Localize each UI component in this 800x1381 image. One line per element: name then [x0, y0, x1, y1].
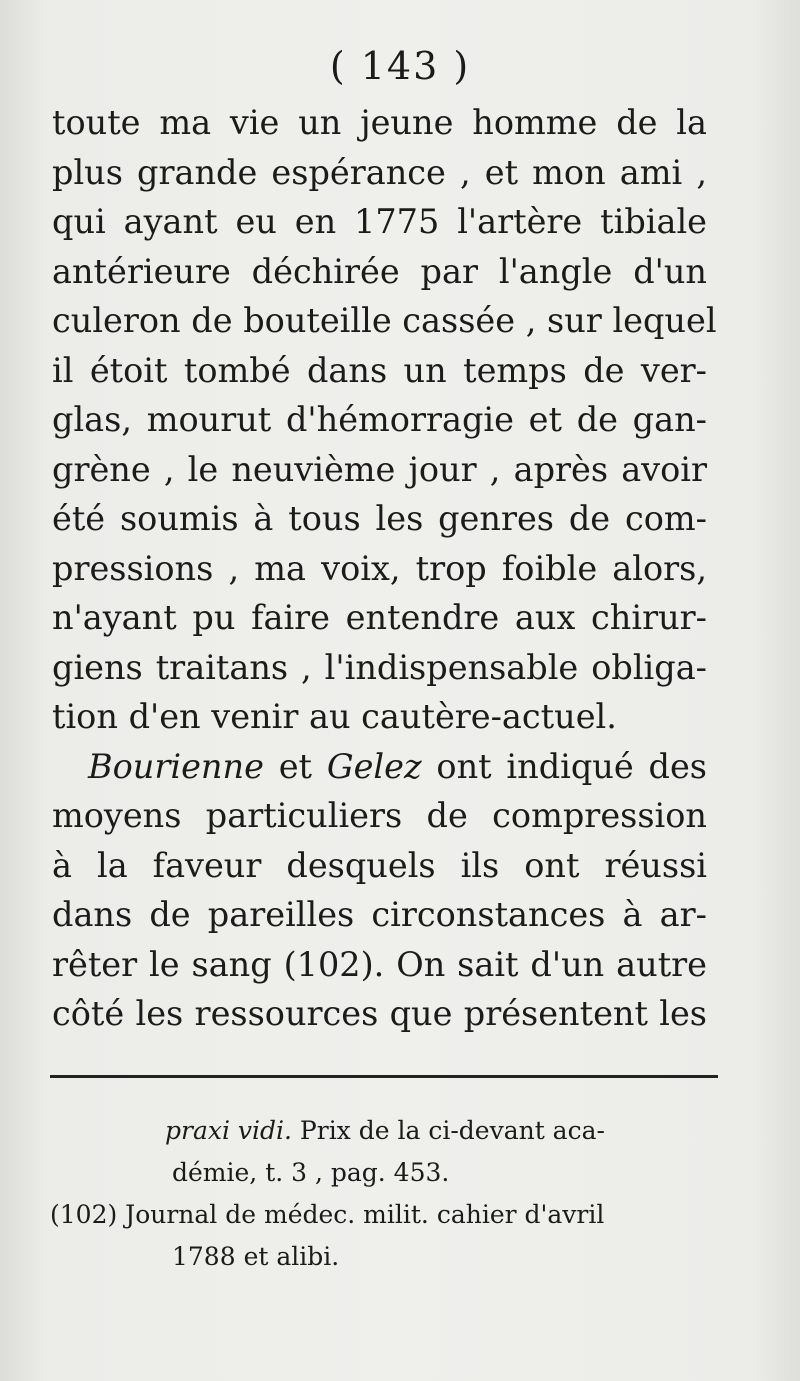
text-line: rêter le sang (102). On sait d'un autre — [52, 944, 707, 984]
text-line: côté les ressources que présentent les — [52, 994, 707, 1033]
footnote-continued — [50, 1110, 720, 1152]
text-line: toute ma vie un jeune homme de la — [52, 103, 707, 142]
text-line: moyens particuliers de compression — [52, 796, 707, 835]
conjunction: et — [263, 746, 327, 786]
footnote-italic: praxi vidi. — [165, 1116, 292, 1145]
footnote-continued-line: démie, t. 3 , pag. 453. — [172, 1158, 450, 1187]
text-line: plus grande espérance , et mon ami , — [52, 152, 707, 192]
footnotes — [50, 1110, 720, 1278]
page-number: ( 143 ) — [329, 44, 471, 88]
text-line: été soumis à tous les genres de com- — [52, 499, 707, 538]
text-line: qui ayant eu en 1775 l'artère tibiale — [52, 202, 707, 241]
text-line: à la faveur desquels ils ont réussi — [52, 845, 707, 885]
footnote-text: Prix de la ci-devant aca- — [291, 1116, 605, 1145]
footnote-divider — [50, 1075, 718, 1078]
text-line: giens traitans , l'indispensable obliga- — [52, 647, 707, 687]
text-line: grène , le neuvième jour , après avoir — [52, 449, 707, 489]
text-fragment: ont indiqué des — [421, 746, 707, 786]
author-name: Gelez — [326, 746, 422, 786]
paragraph-start-line — [52, 742, 707, 792]
text-line: antérieure déchirée par l'angle d'un — [52, 251, 707, 291]
text-line: tion d'en venir au cautère-actuel. — [52, 697, 617, 736]
author-name: Bourienne — [88, 746, 264, 786]
footnote-102: (102) Journal de médec. milit. cahier d'avril — [50, 1200, 605, 1229]
text-line: culeron de bouteille cassée , sur lequel — [52, 301, 717, 340]
text-line: il étoit tombé dans un temps de ver- — [52, 350, 707, 390]
main-text — [52, 98, 717, 1039]
text-line: n'ayant pu faire entendre aux chirur- — [52, 598, 707, 637]
text-line: glas, mourut d'hémorragie et de gan- — [52, 400, 707, 439]
text-line: dans de pareilles circonstances à ar- — [52, 895, 707, 934]
footnote-102-line: 1788 et alibi. — [172, 1242, 340, 1271]
text-line: pressions , ma voix, trop foible alors, — [52, 548, 707, 588]
